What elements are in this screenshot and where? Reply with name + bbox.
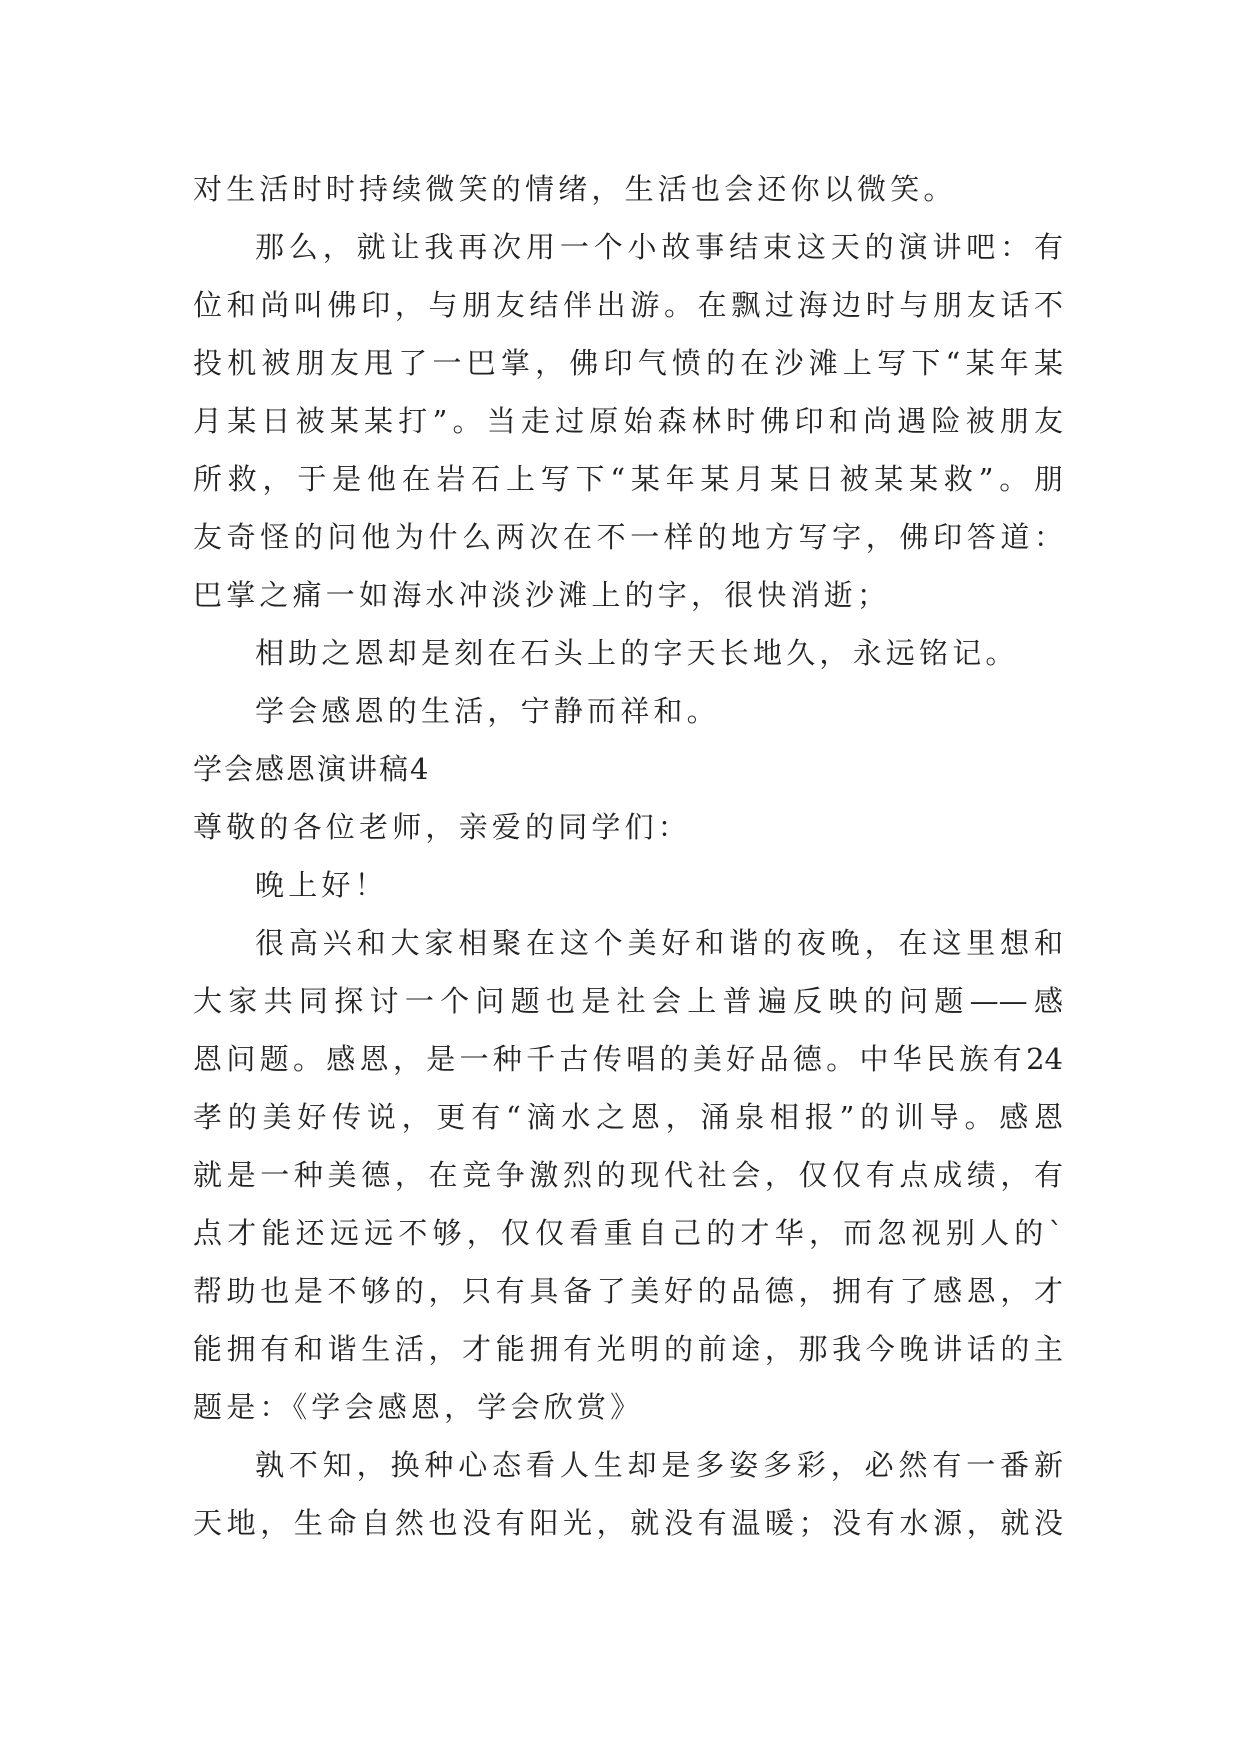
paragraph-line: 点才能还远远不够，仅仅看重自己的才华，而忽视别人的`: [193, 1216, 1063, 1250]
paragraph-line: 那么，就让我再次用一个小故事结束这天的演讲吧：有: [255, 230, 1063, 264]
paragraph-line: 巴掌之痛一如海水冲淡沙滩上的字，很快消逝；: [193, 578, 891, 612]
paragraph-line: 天地，生命自然也没有阳光，就没有温暖；没有水源，就没: [193, 1506, 1063, 1540]
paragraph-line: 能拥有和谐生活，才能拥有光明的前途，那我今晚讲话的主: [193, 1332, 1063, 1366]
paragraph-line: 孝的美好传说，更有“滴水之恩，涌泉相报”的训导。感恩: [193, 1100, 1063, 1134]
salutation: 尊敬的各位老师，亲爱的同学们：: [193, 810, 692, 844]
paragraph-line: 题是：《学会感恩，学会欣赏》: [193, 1390, 644, 1424]
paragraph-line: 投机被朋友甩了一巴掌，佛印气愤的在沙滩上写下“某年某: [193, 346, 1063, 380]
paragraph-line: 恩问题。感恩，是一种千古传唱的美好品德。中华民族有24: [193, 1042, 1063, 1076]
paragraph-line: 孰不知，换种心态看人生却是多姿多彩，必然有一番新: [255, 1448, 1063, 1482]
document-page: [193, 160, 1063, 1552]
paragraph-line: 学会感恩的生活，宁静而祥和。: [255, 694, 720, 728]
paragraph-line: 大家共同探讨一个问题也是社会上普遍反映的问题——感: [193, 984, 1063, 1018]
paragraph-line: 帮助也是不够的，只有具备了美好的品德，拥有了感恩，才: [193, 1274, 1063, 1308]
paragraph-line: 对生活时时持续微笑的情绪，生活也会还你以微笑。: [193, 172, 957, 206]
paragraph-line: 所救，于是他在岩石上写下“某年某月某日被某某救”。朋: [193, 462, 1063, 496]
paragraph-line: 友奇怪的问他为什么两次在不一样的地方写字，佛印答道：: [193, 520, 1063, 554]
paragraph-line: 月某日被某某打”。当走过原始森林时佛印和尚遇险被朋友: [193, 404, 1063, 438]
paragraph-line: 就是一种美德，在竞争激烈的现代社会，仅仅有点成绩，有: [193, 1158, 1063, 1192]
paragraph-line: 位和尚叫佛印，与朋友结伴出游。在飘过海边时与朋友话不: [193, 288, 1063, 322]
paragraph-line: 很高兴和大家相聚在这个美好和谐的夜晚，在这里想和: [255, 926, 1063, 960]
section-heading: 学会感恩演讲稿4: [193, 752, 431, 786]
paragraph-line: 相助之恩却是刻在石头上的字天长地久，永远铭记。: [255, 636, 1019, 670]
greeting: 晚上好！: [255, 868, 388, 902]
